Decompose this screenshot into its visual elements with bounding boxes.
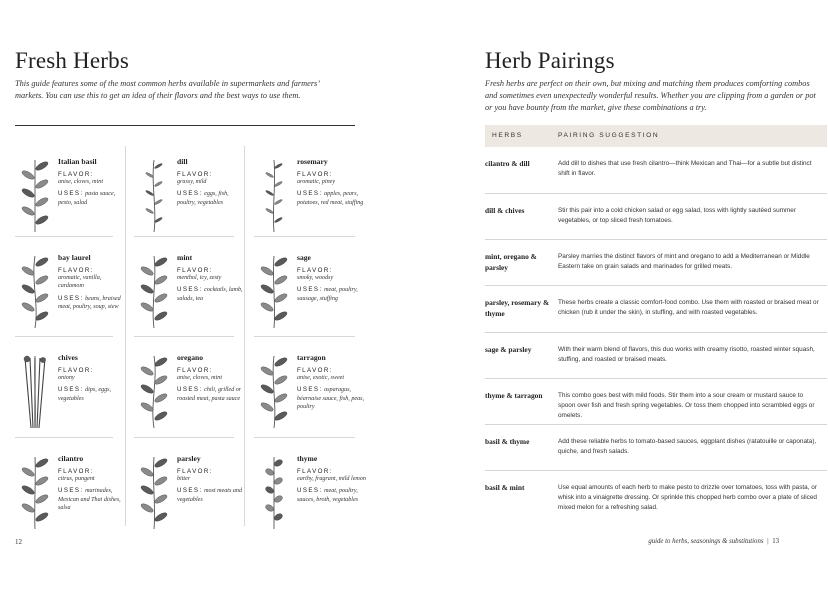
herb-uses: eggs, fish, poultry, vegetables [177,191,229,206]
herb-card [254,244,367,340]
footer-separator: | [766,538,769,545]
table-row-divider [485,424,827,425]
herb-info [297,454,367,504]
pairing-suggestion: Add dill to dishes that use fresh cilantro—think Mexican and Thai—for a subtle but distinct shift in flavor. [558,160,812,177]
oregano-illustration [134,350,174,428]
herb-card [134,445,247,541]
running-footer [648,538,779,545]
uses-label: USES: [297,487,323,495]
pairing-suggestion: Stir this pair into a cold chicken salad or egg salad, toss with lightly sautéed summer vegetables, or top sliced fresh tomatoes. [558,207,796,224]
herb-info [58,253,128,311]
flavor-label: FLAVOR: [58,267,94,274]
uses-label: USES: [177,286,203,294]
herb-pairings-intro: Fresh herbs are perfect on their own, but mixing and matching them produces comforting combos and sometimes even unexpectedly wonderful results. Whether you are clipping from a garden or pot or you have bounty from the market, give these combinations a try. [485,79,816,112]
flavor-label: FLAVOR: [177,468,213,475]
herb-card [15,244,128,340]
herb-flavor: citrus, pungent [58,476,95,482]
herb-uses: asparagus, béarnaise sauce, fish, peas, poultry [297,387,365,410]
flavor-label: FLAVOR: [297,468,333,475]
herb-flavor: bitter [177,476,191,482]
pairing-herbs: thyme & tarragon [485,391,543,400]
herb-name: chives [58,353,78,362]
page-title-herb-pairings: Herb Pairings [485,48,615,73]
uses-label: USES: [58,487,84,495]
parsley-illustration [134,451,174,529]
pairing-herbs: basil & thyme [485,437,530,446]
page-title-fresh-herbs: Fresh Herbs [15,48,129,73]
herb-flavor: anise, exotic, sweet [297,375,345,381]
uses-label: USES: [297,190,323,198]
flavor-label: FLAVOR: [297,267,333,274]
herb-name: bay laurel [58,253,91,262]
herb-flavor: anise, cloves, mint [58,179,104,185]
thyme-illustration [254,451,294,529]
pairing-suggestion: This combo goes best with mild foods. Stir them into a sour cream or mustard sauce to spoon over fish and fresh spring vegetables. Or toss them chopped into scrambled eggs or omelets. [558,392,815,419]
uses-label: USES: [297,286,323,294]
pairings-table-header [485,125,827,147]
herb-uses: cocktails, lamb, salads, tea [177,287,243,302]
table-row-divider [485,332,827,333]
flavor-label: FLAVOR: [177,171,213,178]
pairing-herbs: parsley, rosemary & thyme [485,298,550,318]
herb-name: dill [177,157,188,166]
uses-label: USES: [58,190,84,198]
flavor-label: FLAVOR: [177,367,213,374]
herb-card [134,344,247,440]
herb-flavor: oniony [58,375,75,381]
herb-uses: dips, eggs, vegetables [58,387,112,402]
herb-card [254,148,367,244]
herb-uses: pasta sauce, pesto, salad [58,191,116,206]
tarragon-illustration [254,350,294,428]
herb-card [254,445,367,541]
herb-flavor: menthol, icy, zesty [177,275,222,281]
herb-uses: apples, pears, potatoes, red meat, stuffing [297,191,364,206]
herb-name: tarragon [297,353,326,362]
herb-name: cilantro [58,454,84,463]
heading-rule [15,125,355,126]
flavor-label: FLAVOR: [177,267,213,274]
herb-uses: meat, poultry, sauces, broth, vegetables [297,488,359,503]
pairing-herbs: mint, oregano & parsley [485,252,537,272]
herb-uses: marinades, Mexican and Thai dishes, salsa [58,488,121,511]
flavor-label: FLAVOR: [58,468,94,475]
herb-card [254,344,367,440]
herb-name: sage [297,253,311,262]
flavor-label: FLAVOR: [58,171,94,178]
page-number-right: 13 [772,538,779,545]
page-number-left: 12 [15,538,22,546]
herb-uses: beans, braised meat, poultry, soup, stew [58,295,121,310]
herb-name: rosemary [297,157,328,166]
herb-info [177,253,247,303]
herb-name: parsley [177,454,201,463]
chives-illustration [15,350,55,428]
table-row-divider [485,285,827,286]
pairing-suggestion: With their warm blend of flavors, this duo works with creamy risotto, roasted winter squash, stuffing, and roasted or braised meats. [558,346,815,363]
herb-flavor: anise, cloves, mint [177,375,223,381]
herb-flavor: earthy, fragrant, mild lemon [297,476,366,482]
mint-illustration [134,250,174,328]
herb-card [134,244,247,340]
pairing-herbs: sage & parsley [485,345,532,354]
herb-info [177,353,247,403]
column-header-herbs: HERBS [492,132,523,139]
dill-illustration [134,154,174,232]
herb-info [177,157,247,207]
pairing-suggestion: These herbs create a classic comfort-food combo. Use them with roasted or braised meat or chicken (rub it under the skin), in stuffing, and with roasted vegetables. [558,299,819,316]
uses-label: USES: [58,294,84,302]
pairing-herbs: cilantro & dill [485,159,530,168]
footer-book-title: guide to herbs, seasonings & substitutions [648,538,764,545]
herb-flavor: smoky, woodsy [297,275,334,281]
herb-flavor: aromatic, vanilla, cardamom [58,275,102,290]
table-row-divider [485,193,827,194]
uses-label: USES: [177,190,203,198]
table-row-divider [485,378,827,379]
herb-info [177,454,247,504]
herb-flavor: aromatic, piney [297,179,336,185]
fresh-herbs-intro: This guide features some of the most common herbs available in supermarkets and farmers’ markets. You can use this to get an idea of their flavors and the best ways to use them. [15,79,320,100]
herb-uses: most meats and vegetables [177,488,243,503]
herb-info [58,157,128,207]
rosemary-illustration [254,154,294,232]
pairing-herbs: dill & chives [485,206,525,215]
herb-name: thyme [297,454,318,463]
pairing-suggestion: Use equal amounts of each herb to make pesto to drizzle over tomatoes, toss with pasta, or whisk into a vinaigrette dressing. Or sprinkle this chopped herb combo over a plate of sliced mixed melon for a refreshing salad. [558,484,817,511]
herb-info [58,454,128,512]
flavor-label: FLAVOR: [297,367,333,374]
herb-uses: meat, poultry, sausage, stuffing [297,287,358,302]
column-header-pairing-suggestion: PAIRING SUGGESTION [558,132,660,139]
herb-card [134,148,247,244]
uses-label: USES: [58,386,84,394]
uses-label: USES: [177,386,203,394]
flavor-label: FLAVOR: [297,171,333,178]
herb-card [15,148,128,244]
uses-label: USES: [297,386,323,394]
pairing-herbs: basil & mint [485,483,525,492]
pairing-suggestion: Parsley marries the distinct flavors of mint and oregano to add a Mediterranean or Middle Eastern take on grain salads and marinades for grilled meats. [558,253,810,270]
herb-uses: chili, grilled or roasted meat, pasta sauce [177,387,242,402]
basil-illustration [15,154,55,232]
herb-card [15,445,128,541]
flavor-label: FLAVOR: [58,367,94,374]
herb-name: Italian basil [58,157,97,166]
herb-name: oregano [177,353,204,362]
herb-info [297,253,367,303]
herb-card [15,344,128,440]
cilantro-illustration [15,451,55,529]
herb-info [58,353,128,403]
pairing-suggestion: Add these reliable herbs to tomato-based sauces, eggplant dishes (ratatouille or caponata), quiche, and fresh salads. [558,438,817,455]
sage-illustration [254,250,294,328]
herb-flavor: grassy, mild [177,179,207,185]
herb-info [297,353,367,411]
herb-info [297,157,367,207]
herb-name: mint [177,253,193,262]
table-row-divider [485,470,827,471]
bay-laurel-illustration [15,250,55,328]
table-row-divider [485,239,827,240]
uses-label: USES: [177,487,203,495]
